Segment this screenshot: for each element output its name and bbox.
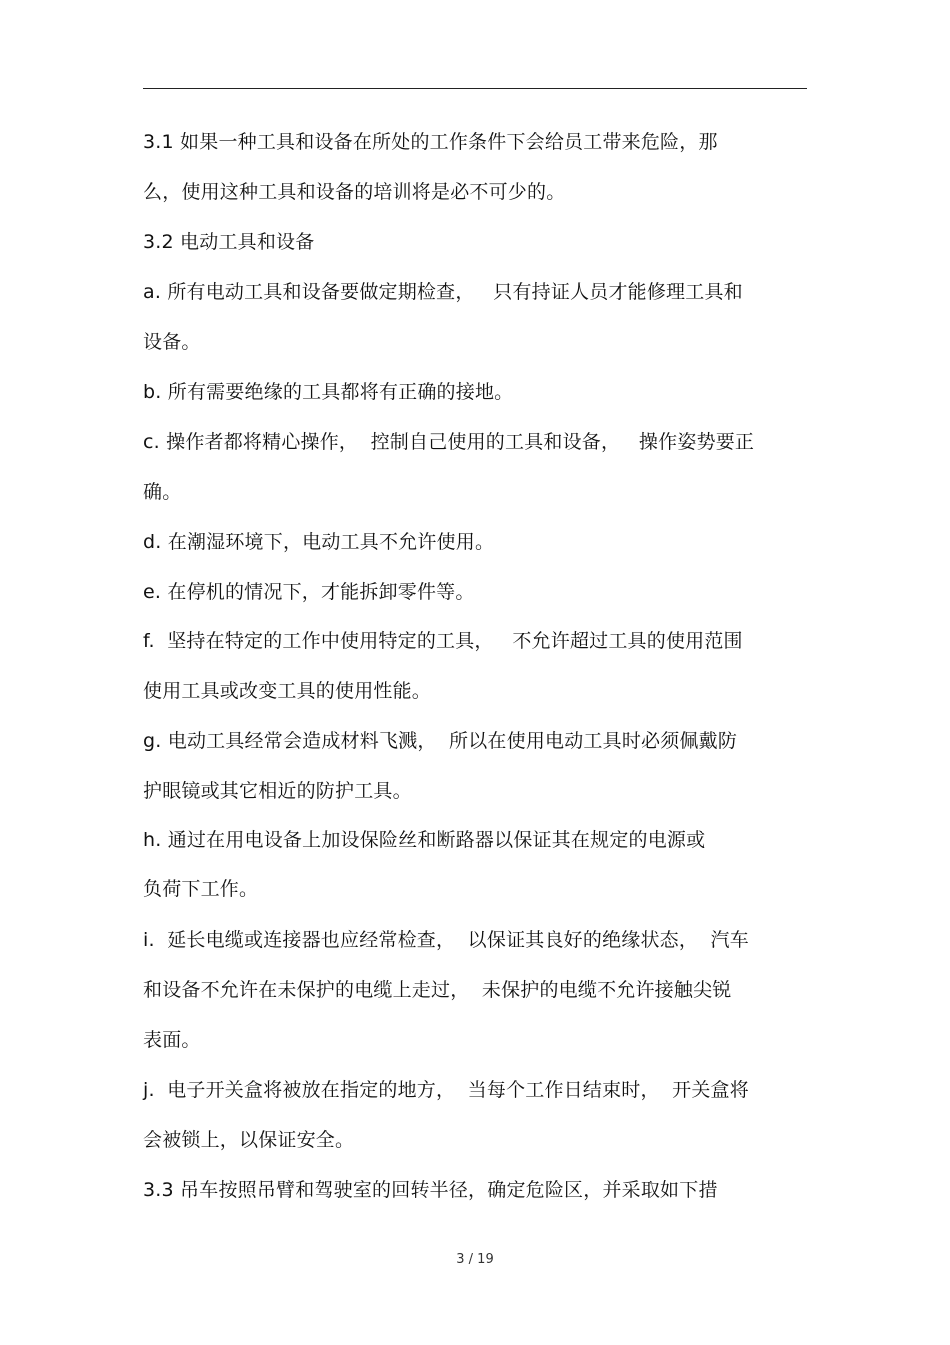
text-line: e. 在停机的情况下，才能拆卸零件等。 [143, 581, 475, 603]
page-number: 3 / 19 [456, 1252, 494, 1267]
text-line: b. 所有需要绝缘的工具都将有正确的接地。 [143, 381, 514, 403]
text-line: a. 所有电动工具和设备要做定期检查， 只有持证人员才能修理工具和 [143, 281, 743, 303]
text-line: g. 电动工具经常会造成材料飞溅， 所以在使用电动工具时必须佩戴防 [143, 730, 738, 752]
text-line: f. 坚持在特定的工作中使用特定的工具， 不允许超过工具的使用范围 [143, 630, 743, 652]
section-heading: 3.2 电动工具和设备 [143, 231, 315, 253]
text-line: 设备。 [143, 331, 201, 353]
text-line: 3.1 如果一种工具和设备在所处的工作条件下会给员工带来危险，那 [143, 131, 718, 153]
section-heading: 3.3 吊车按照吊臂和驾驶室的回转半径，确定危险区，并采取如下措 [143, 1179, 718, 1201]
text-line: d. 在潮湿环境下，电动工具不允许使用。 [143, 531, 495, 553]
text-line: 负荷下工作。 [143, 878, 259, 900]
text-line: i. 延长电缆或连接器也应经常检查， 以保证其良好的绝缘状态， 汽车 [143, 929, 749, 951]
text-line: j. 电子开关盒将被放在指定的地方， 当每个工作日结束时， 开关盒将 [143, 1079, 749, 1101]
text-line: 和设备不允许在未保护的电缆上走过， 未保护的电缆不允许接触尖锐 [143, 979, 732, 1001]
text-line: 确。 [143, 481, 182, 503]
text-line: 会被锁上，以保证安全。 [143, 1129, 355, 1151]
text-line: 么，使用这种工具和设备的培训将是必不可少的。 [143, 181, 566, 203]
text-line: 护眼镜或其它相近的防护工具。 [143, 780, 412, 802]
text-line: 表面。 [143, 1029, 201, 1051]
text-line: 使用工具或改变工具的使用性能。 [143, 680, 432, 702]
text-line: c. 操作者都将精心操作， 控制自己使用的工具和设备， 操作姿势要正 [143, 431, 755, 453]
text-line: h. 通过在用电设备上加设保险丝和断路器以保证其在规定的电源或 [143, 829, 706, 851]
header-rule [143, 88, 807, 89]
